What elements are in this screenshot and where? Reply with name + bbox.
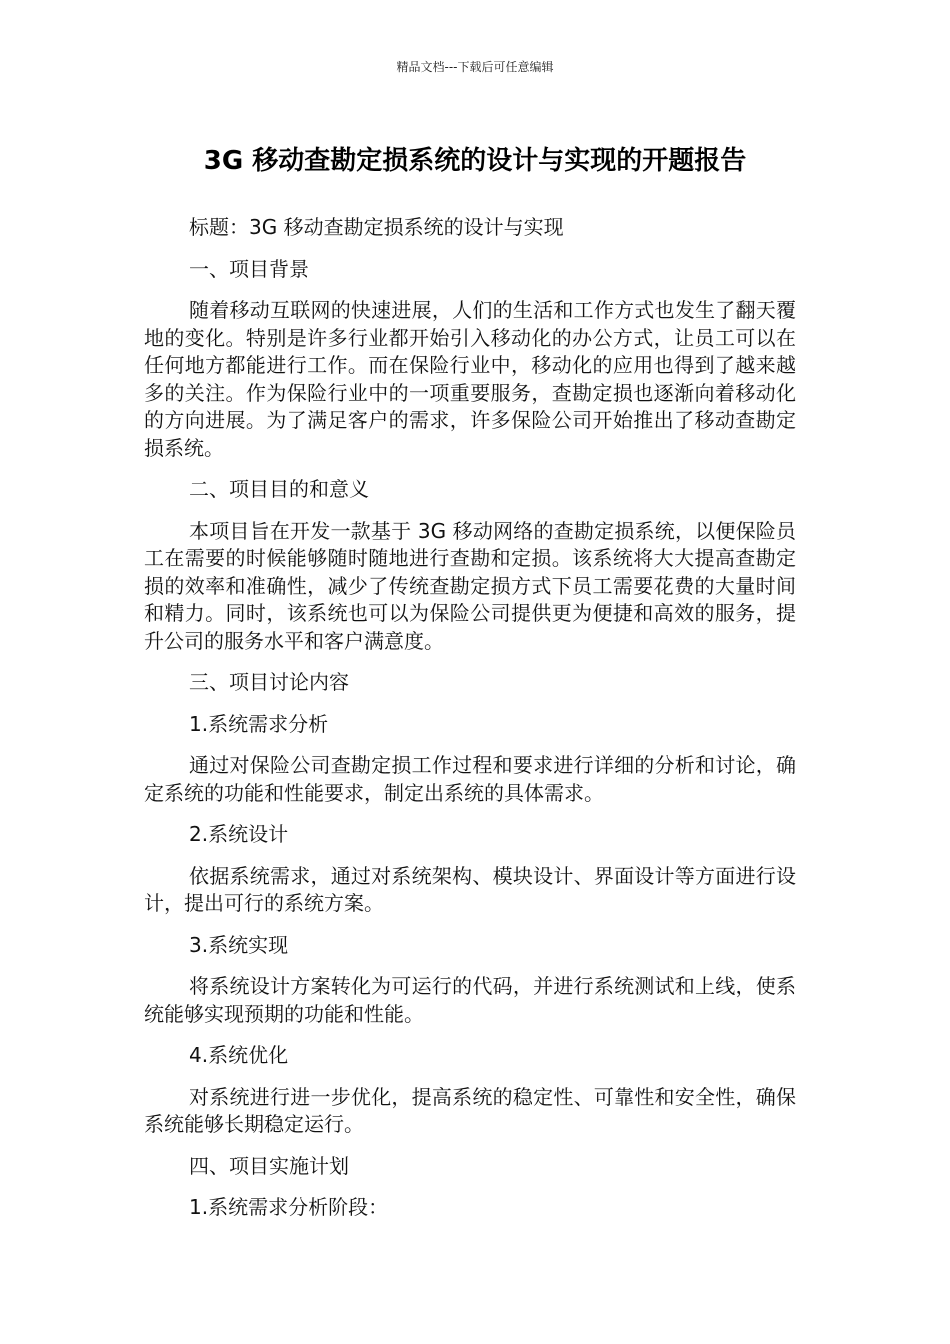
subheading-implementation: 3.系统实现 bbox=[189, 932, 289, 957]
section-heading-background: 一、项目背景 bbox=[189, 256, 309, 281]
paragraph-purpose: 本项目旨在开发一款基于 3G 移动网络的查勘定损系统，以便保险员工在需要的时候能够随时随地进行查勘和定损。该系统将大大提高查勘定损的效率和准确性，减少了传统查勘定损方式下员工需要花费的大量时间和精力。同时，该系统也可以为保险公司提供更为便捷和高效的服务，提升公司的服务水平和客户满意度。 bbox=[144, 518, 796, 653]
subheading-requirements: 1.系统需求分析 bbox=[189, 711, 329, 736]
section-heading-purpose: 二、项目目的和意义 bbox=[189, 477, 369, 501]
header-note: 精品文档---下载后可任意编辑 bbox=[396, 60, 554, 74]
paragraph-background: 随着移动互联网的快速进展，人们的生活和工作方式也发生了翻天覆地的变化。特别是许多行业都开始引入移动化的办公方式，让员工可以在任何地方都能进行工作。而在保险行业中，移动化的应用也得到了越来越多的关注。作为保险行业中的一项重要服务，查勘定损也逐渐向着移动化的方向进展。为了满足客户的需求，许多保险公司开始推出了移动查勘定损系统。 bbox=[144, 298, 796, 460]
subheading-requirements-phase: 1.系统需求分析阶段： bbox=[189, 1195, 389, 1219]
paragraph-optimization: 对系统进行进一步优化，提高系统的稳定性、可靠性和安全性，确保系统能够长期稳定运行。 bbox=[144, 1084, 796, 1136]
subject-line: 标题：3G 移动查勘定损系统的设计与实现 bbox=[189, 215, 564, 239]
section-heading-plan: 四、项目实施计划 bbox=[189, 1153, 349, 1178]
paragraph-design: 依据系统需求，通过对系统架构、模块设计、界面设计等方面进行设计，提出可行的系统方案。 bbox=[144, 863, 796, 915]
section-heading-content: 三、项目讨论内容 bbox=[189, 670, 349, 694]
subheading-design: 2.系统设计 bbox=[189, 822, 289, 846]
document-title: 3G 移动查勘定损系统的设计与实现的开题报告 bbox=[203, 146, 747, 176]
paragraph-requirements: 通过对保险公司查勘定损工作过程和要求进行详细的分析和讨论，确定系统的功能和性能要求，制定出系统的具体需求。 bbox=[144, 753, 796, 805]
paragraph-implementation: 将系统设计方案转化为可运行的代码，并进行系统测试和上线，使系统能够实现预期的功能和性能。 bbox=[144, 974, 796, 1026]
document-body bbox=[144, 214, 796, 1236]
subheading-optimization: 4.系统优化 bbox=[189, 1043, 289, 1067]
